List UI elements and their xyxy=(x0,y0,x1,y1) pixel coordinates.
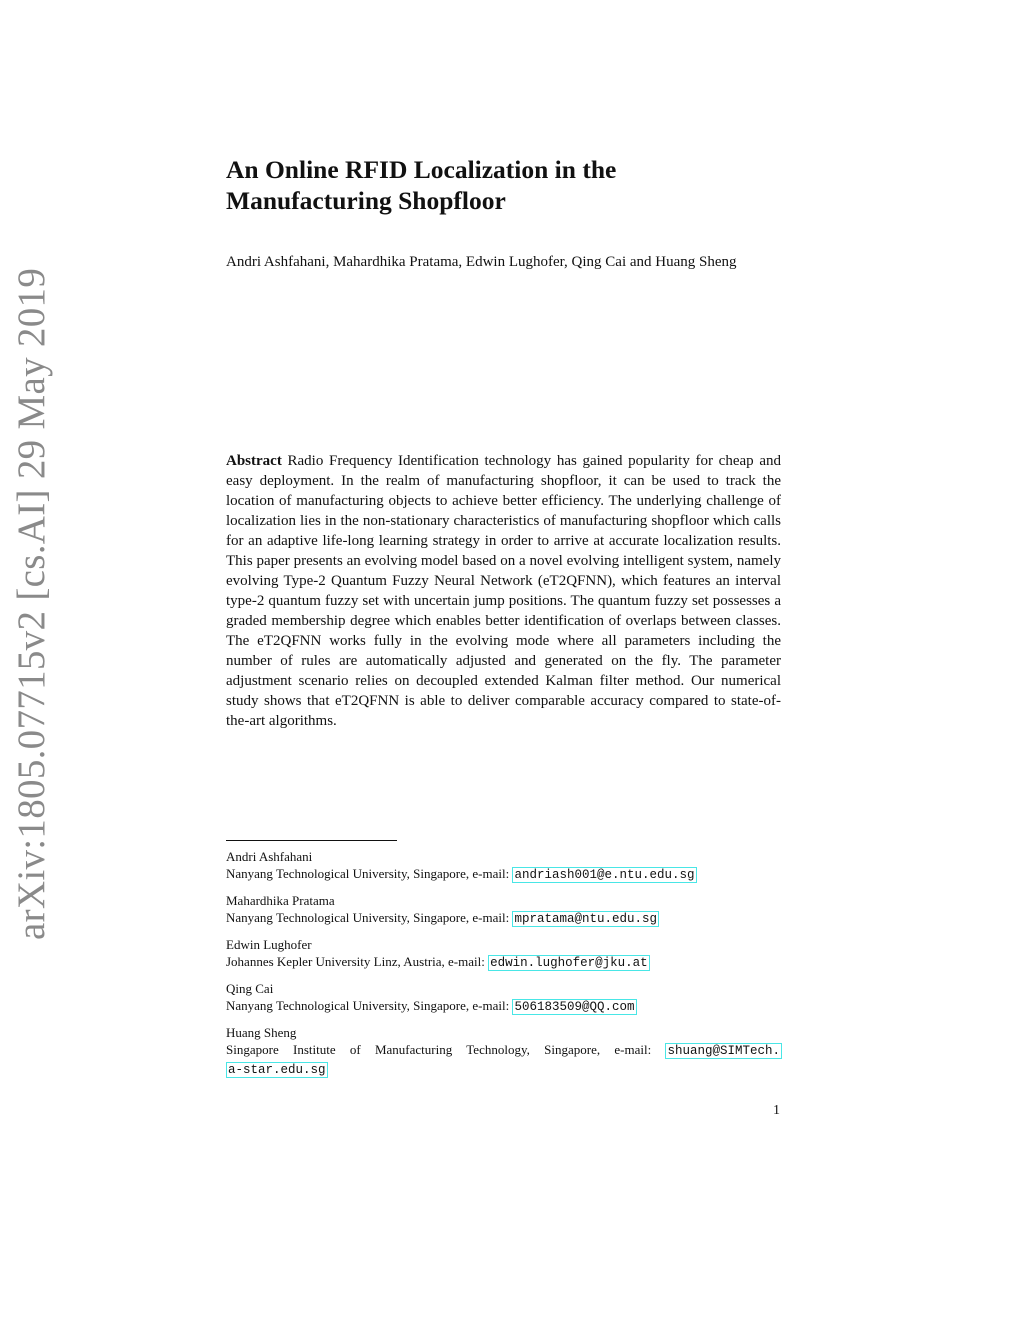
author-list: Andri Ashfahani, Mahardhika Pratama, Edwin Lughofer, Qing Cai and Huang Sheng xyxy=(226,254,737,270)
abstract-text: Radio Frequency Identification technology has gained popularity for cheap and easy deployment. In the realm of manufacturing shopfloor, it can be used to track the location of manufacturing objects to achieve better efficiency. The underlying challenge of localization lies in the non-stationary characteristics of manufacturing shopfloor which calls for an adaptive life-long learning strategy in order to arrive at accurate localization results. This paper presents an evolving model based on a novel evolving intelligent system, namely evolving Type-2 Quantum Fuzzy Neural Network (eT2QFNN), which features an interval type-2 quantum fuzzy set with uncertain jump positions. The quantum fuzzy set possesses a graded membership degree which enables better identification of overlaps between classes. The eT2QFNN works fully in the evolving mode where all parameters including the number of rules are automatically adjusted and generated on the fly. The parameter adjustment scenario relies on decoupled extended Kalman filter method. Our numerical study shows that eT2QFNN is able to deliver comparable accuracy compared to state-of-the-art algorithms. xyxy=(226,453,781,729)
author-affiliations xyxy=(226,848,782,1087)
affiliation-institution: Nanyang Technological University, Singapore, e-mail: xyxy=(226,866,513,881)
affiliation-entry xyxy=(226,892,782,928)
email-link[interactable]: mpratama@ntu.edu.sg xyxy=(514,912,657,926)
affiliation-line-continued xyxy=(226,1060,782,1079)
affiliation-institution: Singapore Institute of Manufacturing Technology, Singapore, e-mail: xyxy=(226,1042,666,1057)
affiliation-institution: Nanyang Technological University, Singapore, e-mail: xyxy=(226,998,513,1013)
affiliation-author-name: Mahardhika Pratama xyxy=(226,893,335,908)
affiliation-institution: Johannes Kepler University Linz, Austria, e-mail: xyxy=(226,954,489,969)
email-link-part-1[interactable]: shuang@SIMTech. xyxy=(667,1044,780,1058)
page-number: 1 xyxy=(773,1103,780,1118)
affiliation-entry xyxy=(226,980,782,1016)
email-link[interactable]: andriash001@e.ntu.edu.sg xyxy=(514,868,695,882)
email-link[interactable]: edwin.lughofer@jku.at xyxy=(490,956,648,970)
arxiv-identifier-stamp: arXiv:1805.07715v2 [cs.AI] 29 May 2019 xyxy=(10,267,53,940)
affiliation-entry xyxy=(226,848,782,884)
affiliation-author-name: Andri Ashfahani xyxy=(226,849,313,864)
affiliation-line xyxy=(226,953,782,972)
footnote-divider xyxy=(226,840,397,841)
affiliation-author-name: Huang Sheng xyxy=(226,1025,297,1040)
paper-title xyxy=(226,154,786,216)
email-link[interactable]: 506183509@QQ.com xyxy=(514,1000,635,1014)
affiliation-entry xyxy=(226,936,782,972)
affiliation-line xyxy=(226,909,782,928)
email-link-part-2[interactable]: a-star.edu.sg xyxy=(228,1063,326,1077)
affiliation-entry xyxy=(226,1024,782,1079)
paper-title-line-1: An Online RFID Localization in the xyxy=(226,155,617,184)
abstract xyxy=(226,451,781,731)
affiliation-author-name: Qing Cai xyxy=(226,981,274,996)
affiliation-line xyxy=(226,865,782,884)
paper-title-line-2: Manufacturing Shopfloor xyxy=(226,186,506,215)
abstract-label: Abstract xyxy=(226,453,282,469)
affiliation-author-name: Edwin Lughofer xyxy=(226,937,312,952)
affiliation-institution: Nanyang Technological University, Singapore, e-mail: xyxy=(226,910,513,925)
affiliation-line xyxy=(226,997,782,1016)
affiliation-line xyxy=(226,1041,782,1060)
